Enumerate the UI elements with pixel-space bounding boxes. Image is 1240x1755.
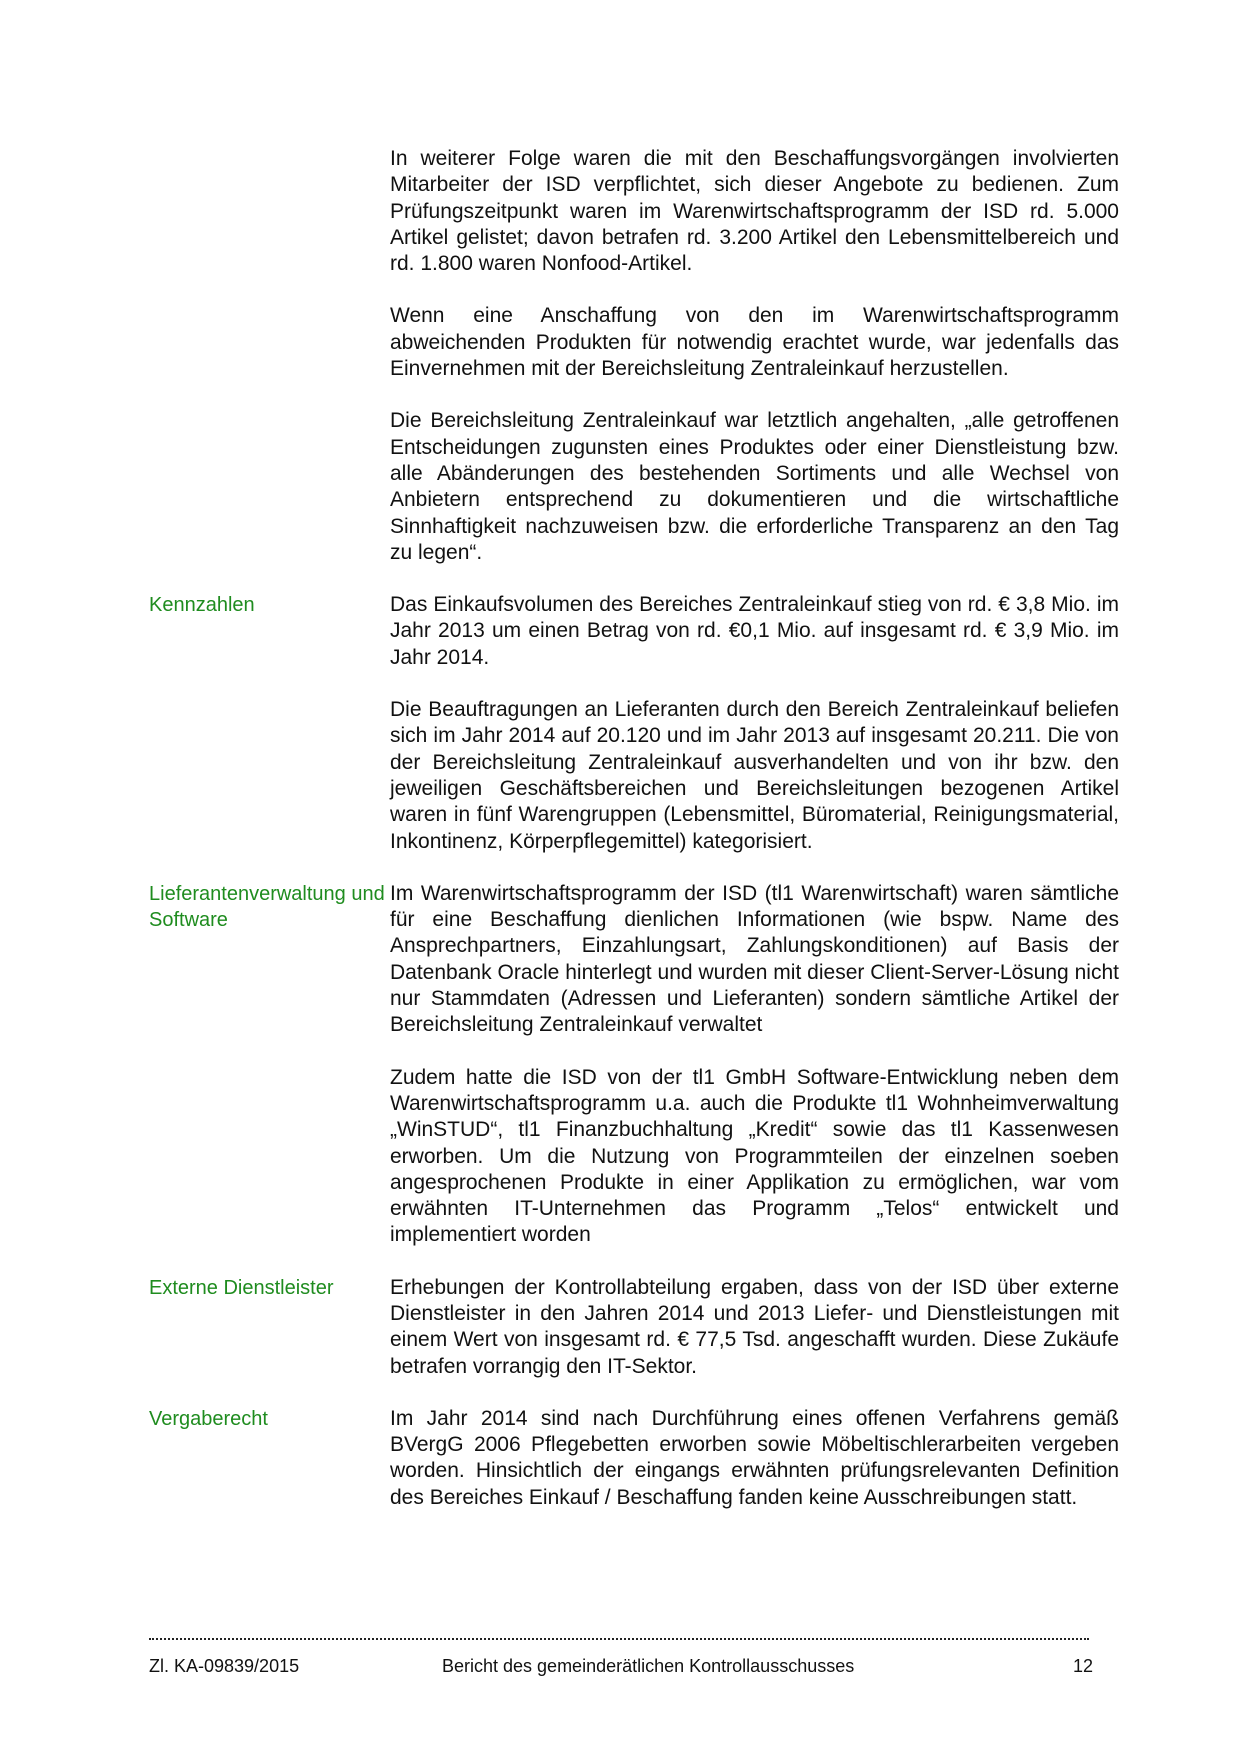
paragraph-row <box>149 1275 1119 1380</box>
margin-label-lieferantenverwaltung: Lieferantenverwaltung und Software <box>149 882 385 931</box>
paragraph: Im Warenwirtschaftsprogramm der ISD (tl1 Warenwirtschaft) waren sämtliche für eine Beschaffung dienlichen Informationen (wie bspw. Name des Ansprechpartners, Einzahlungsart, Zahlungskonditionen) auf Basis der Datenbank Oracle hinterlegt und wurden mit dieser Client-Server-Lösung nicht nur Stammdaten (Adressen und Lieferanten) sondern sämtliche Artikel der Bereichsleitung Zentraleinkauf verwaltet <box>390 881 1119 1037</box>
footer-divider <box>149 1638 1089 1640</box>
paragraph: Die Bereichsleitung Zentraleinkauf war letztlich angehalten, „alle getroffenen Entscheidungen zugunsten eines Produktes oder einer Dienstleistung bzw. alle Abänderungen des bestehenden Sortiments und alle Wechsel von Anbietern entsprechend zu dokumentieren und die wirtschaftliche Sinnhaftigkeit nachzuweisen bzw. die erforderliche Transparenz an den Tag zu legen“. <box>390 409 1119 564</box>
paragraph-row <box>149 1065 1119 1249</box>
page-footer <box>149 1656 1093 1677</box>
margin-label-externe-dienstleister: Externe Dienstleister <box>149 1276 334 1299</box>
paragraph: Die Beauftragungen an Lieferanten durch den Bereich Zentraleinkauf beliefen sich im Jahr 2014 auf 20.120 und im Jahr 2013 auf insgesamt 20.211. Die von der Bereichsleitung Zentraleinkauf ausverhandelten und von ihr bzw. den jeweiligen Geschäftsbereichen und Bereichsleitungen bezogenen Artikel waren in fünf Warengruppen (Lebensmittel, Büromaterial, Reinigungsmaterial, Inkontinenz, Körperpflegemittel) kategorisiert. <box>390 698 1119 853</box>
margin-label <box>149 697 390 855</box>
footer-reference: Zl. KA-09839/2015 <box>149 1656 300 1676</box>
paragraph: Erhebungen der Kontrollabteilung ergaben, dass von der ISD über externe Dienstleister in den Jahren 2014 und 2013 Liefer- und Dienstleistungen mit einem Wert von insgesamt rd. € 77,5 Tsd. angeschafft wurden. Diese Zukäufe betrafen vorrangig den IT-Sektor. <box>390 1275 1119 1378</box>
paragraph-row <box>149 1406 1119 1511</box>
paragraph: Das Einkaufsvolumen des Bereiches Zentraleinkauf stieg von rd. € 3,8 Mio. im Jahr 2013 um einen Betrag von rd. €0,1 Mio. auf insgesamt rd. € 3,9 Mio. im Jahr 2014. <box>390 593 1119 669</box>
margin-label-vergaberecht: Vergaberecht <box>149 1407 268 1430</box>
footer-title: Bericht des gemeinderätlichen Kontrollausschusses <box>442 1656 855 1676</box>
margin-label <box>149 408 390 566</box>
margin-label <box>149 1065 390 1249</box>
paragraph: Im Jahr 2014 sind nach Durchführung eines offenen Verfahrens gemäß BVergG 2006 Pflegebetten erworben sowie Möbeltischlerarbeiten vergeben worden. Hinsichtlich der eingangs erwähnten prüfungsrelevanten Definition des Bereiches Einkauf / Beschaffung fanden keine Ausschreibungen statt. <box>390 1406 1119 1509</box>
paragraph-row <box>149 881 1119 1039</box>
paragraph-row <box>149 592 1119 671</box>
paragraph-row <box>149 146 1119 277</box>
paragraph: Zudem hatte die ISD von der tl1 GmbH Software-Entwicklung neben dem Warenwirtschaftsprogramm u.a. auch die Produkte tl1 Wohnheimverwaltung „WinSTUD“, tl1 Finanzbuchhaltung „Kredit“ sowie das tl1 Kassenwesen erworben. Um die Nutzung von Programmteilen der einzelnen soeben angesprochenen Produkte in einer Applikation zu ermöglichen, war vom erwähnten IT-Unternehmen das Programm „Telos“ entwickelt und implementiert worden <box>390 1065 1119 1247</box>
paragraph: In weiterer Folge waren die mit den Beschaffungsvorgängen involvierten Mitarbeiter der ISD verpflichtet, sich dieser Angebote zu bedienen. Zum Prüfungszeitpunkt waren im Warenwirtschaftsprogramm der ISD rd. 5.000 Artikel gelistet; davon betrafen rd. 3.200 Artikel den Lebensmittelbereich und rd. 1.800 waren Nonfood-Artikel. <box>390 147 1119 276</box>
paragraph: Wenn eine Anschaffung von den im Warenwirtschaftsprogramm abweichenden Produkten für notwendig erachtet wurde, war jedenfalls das Einvernehmen mit der Bereichsleitung Zentraleinkauf herzustellen. <box>390 304 1119 381</box>
document-body <box>149 146 1119 1537</box>
margin-label <box>149 303 390 382</box>
margin-label-kennzahlen: Kennzahlen <box>149 594 255 617</box>
paragraph-row <box>149 303 1119 382</box>
page-number: 12 <box>1072 1656 1093 1676</box>
paragraph-row <box>149 408 1119 566</box>
margin-label <box>149 146 390 277</box>
paragraph-row <box>149 697 1119 855</box>
